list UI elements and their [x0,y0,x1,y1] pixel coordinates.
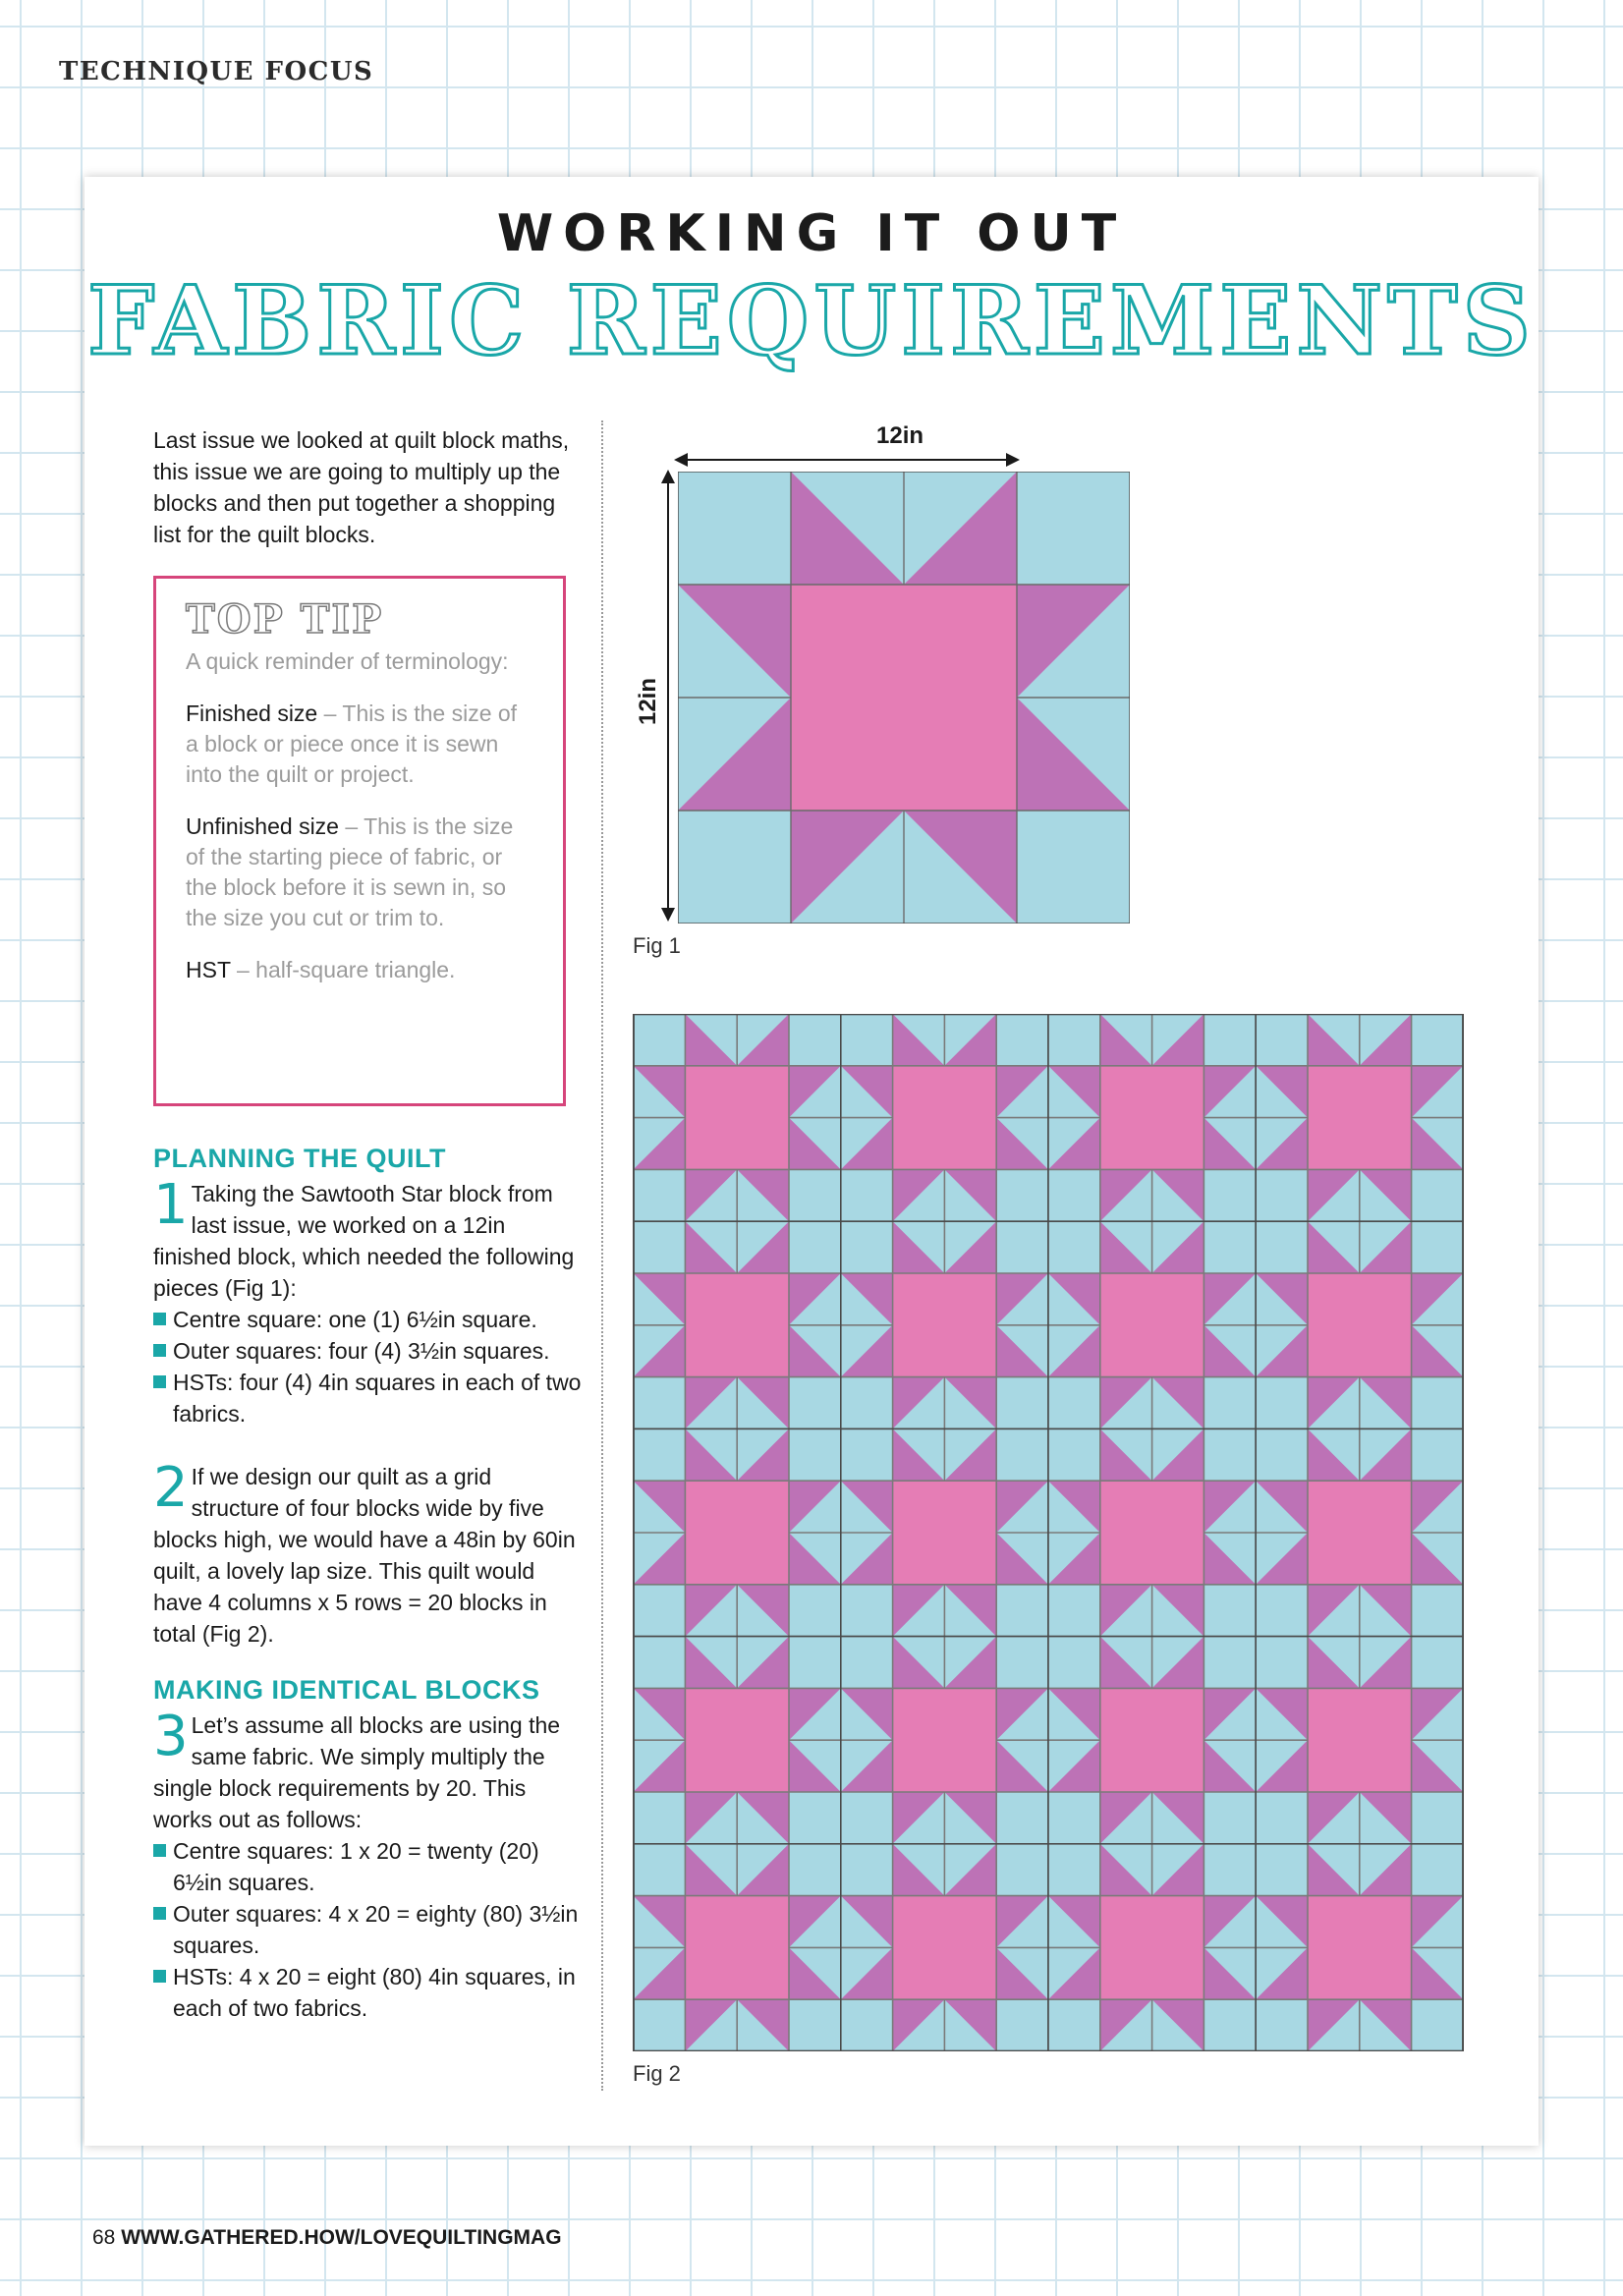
centre-square [893,1481,997,1585]
tip-entry-unfinished [186,812,533,933]
centre-square [1308,1688,1412,1792]
step-number: 1 [153,1173,189,1237]
headline-title: FABRIC REQUIREMENTS [87,265,1536,376]
centre-square [685,1688,789,1792]
tip-term: Unfinished size [186,813,339,839]
fig1-width-label: 12in [876,422,924,449]
bullet-item: Outer squares: four (4) 3½in squares. [153,1335,586,1367]
top-tip-title: TOP TIP [186,596,384,643]
bullet-square-icon [153,1344,166,1357]
centre-square [685,1273,789,1377]
bullet-item: Centre square: one (1) 6½in square. [153,1304,586,1335]
centre-square [1308,1066,1412,1170]
step-number: 3 [153,1705,189,1768]
bullet-item: Outer squares: 4 x 20 = eighty (80) 3½in squares. [153,1898,586,1961]
tip-entry-hst [186,955,533,985]
tip-definition: – This is the size of a block or piece once it is sewn into the quilt or project. [186,700,518,787]
centre-square [1100,1066,1204,1170]
bullet-square-icon [153,1375,166,1388]
bullet-square-icon [153,1313,166,1325]
centre-square [1308,1273,1412,1377]
page-number: 68 [92,2226,116,2249]
section-label: TECHNIQUE FOCUS [59,57,374,86]
fig1-height-arrow [658,470,678,922]
tip-definition: – This is the size of the starting piece of fabric, or the block before it is sewn in, so the size you cut or trim to. [186,813,514,930]
step-1-bullets [153,1304,586,1429]
centre-square [685,1481,789,1585]
fig1-width-arrow [674,450,1020,470]
fig2-quilt-layout [633,1014,1464,2051]
bullet-item: Centre squares: 1 x 20 = twenty (20) 6½in squares. [153,1835,586,1898]
bullet-square-icon [153,1970,166,1983]
centre-square [893,1273,997,1377]
tip-definition: – half-square triangle. [230,957,456,982]
centre-square [685,1066,789,1170]
tip-term: HST [186,957,231,982]
centre-square [1100,1481,1204,1585]
step-2 [153,1456,586,1650]
centre-square [1100,1273,1204,1377]
step-3-bullets [153,1835,586,2024]
tip-entry-finished [186,699,533,790]
kicker-title: WORKING IT OUT [496,204,1127,263]
fig1-sawtooth-star-block [678,472,1130,924]
centre-square [1100,1896,1204,2000]
step-3 [153,1705,586,1835]
left-column [153,424,586,2024]
fig1-height-label: 12in [635,677,662,726]
centre-square [1308,1896,1412,2000]
identical-heading: MAKING IDENTICAL BLOCKS [153,1675,540,1705]
bullet-item: HSTs: 4 x 20 = eight (80) 4in squares, in each of two fabrics. [153,1961,586,2024]
centre-square [893,1896,997,2000]
step-text: Taking the Sawtooth Star block from last issue, we worked on a 12in finished block, which needed the following pieces (Fig 1): [153,1181,575,1301]
page-footer [92,2226,562,2250]
top-tip-box [153,576,566,1106]
planning-heading: PLANNING THE QUILT [153,1144,446,1173]
fig2-caption: Fig 2 [633,2061,681,2086]
centre-square [1100,1688,1204,1792]
article-card [84,177,1539,2146]
centre-square [1308,1481,1412,1585]
bullet-square-icon [153,1844,166,1857]
tip-term: Finished size [186,700,318,726]
bullet-square-icon [153,1907,166,1920]
centre-square [791,585,1017,811]
centre-square [893,1066,997,1170]
centre-square [893,1688,997,1792]
step-text: If we design our quilt as a grid structure of four blocks wide by five blocks high, we would have a 48in by 60in quilt, a lovely lap size. This quilt would have 4 columns x 5 rows = 20 blocks in total (Fig 2). [153,1464,576,1647]
bullet-item: HSTs: four (4) 4in squares in each of two fabrics. [153,1367,586,1429]
step-1 [153,1173,586,1304]
footer-url: WWW.GATHERED.HOW/LOVEQUILTINGMAG [121,2226,562,2249]
intro-paragraph: Last issue we looked at quilt block maths, this issue we are going to multiply up the blocks and then put together a shopping list for the quilt blocks. [153,427,570,547]
top-tip-lead: A quick reminder of terminology: [186,648,509,674]
fig1-caption: Fig 1 [633,933,681,958]
step-text: Let’s assume all blocks are using the same fabric. We simply multiply the single block requirements by 20. This works out as follows: [153,1712,561,1832]
column-divider [601,420,603,2091]
centre-square [685,1896,789,2000]
step-number: 2 [153,1456,189,1520]
